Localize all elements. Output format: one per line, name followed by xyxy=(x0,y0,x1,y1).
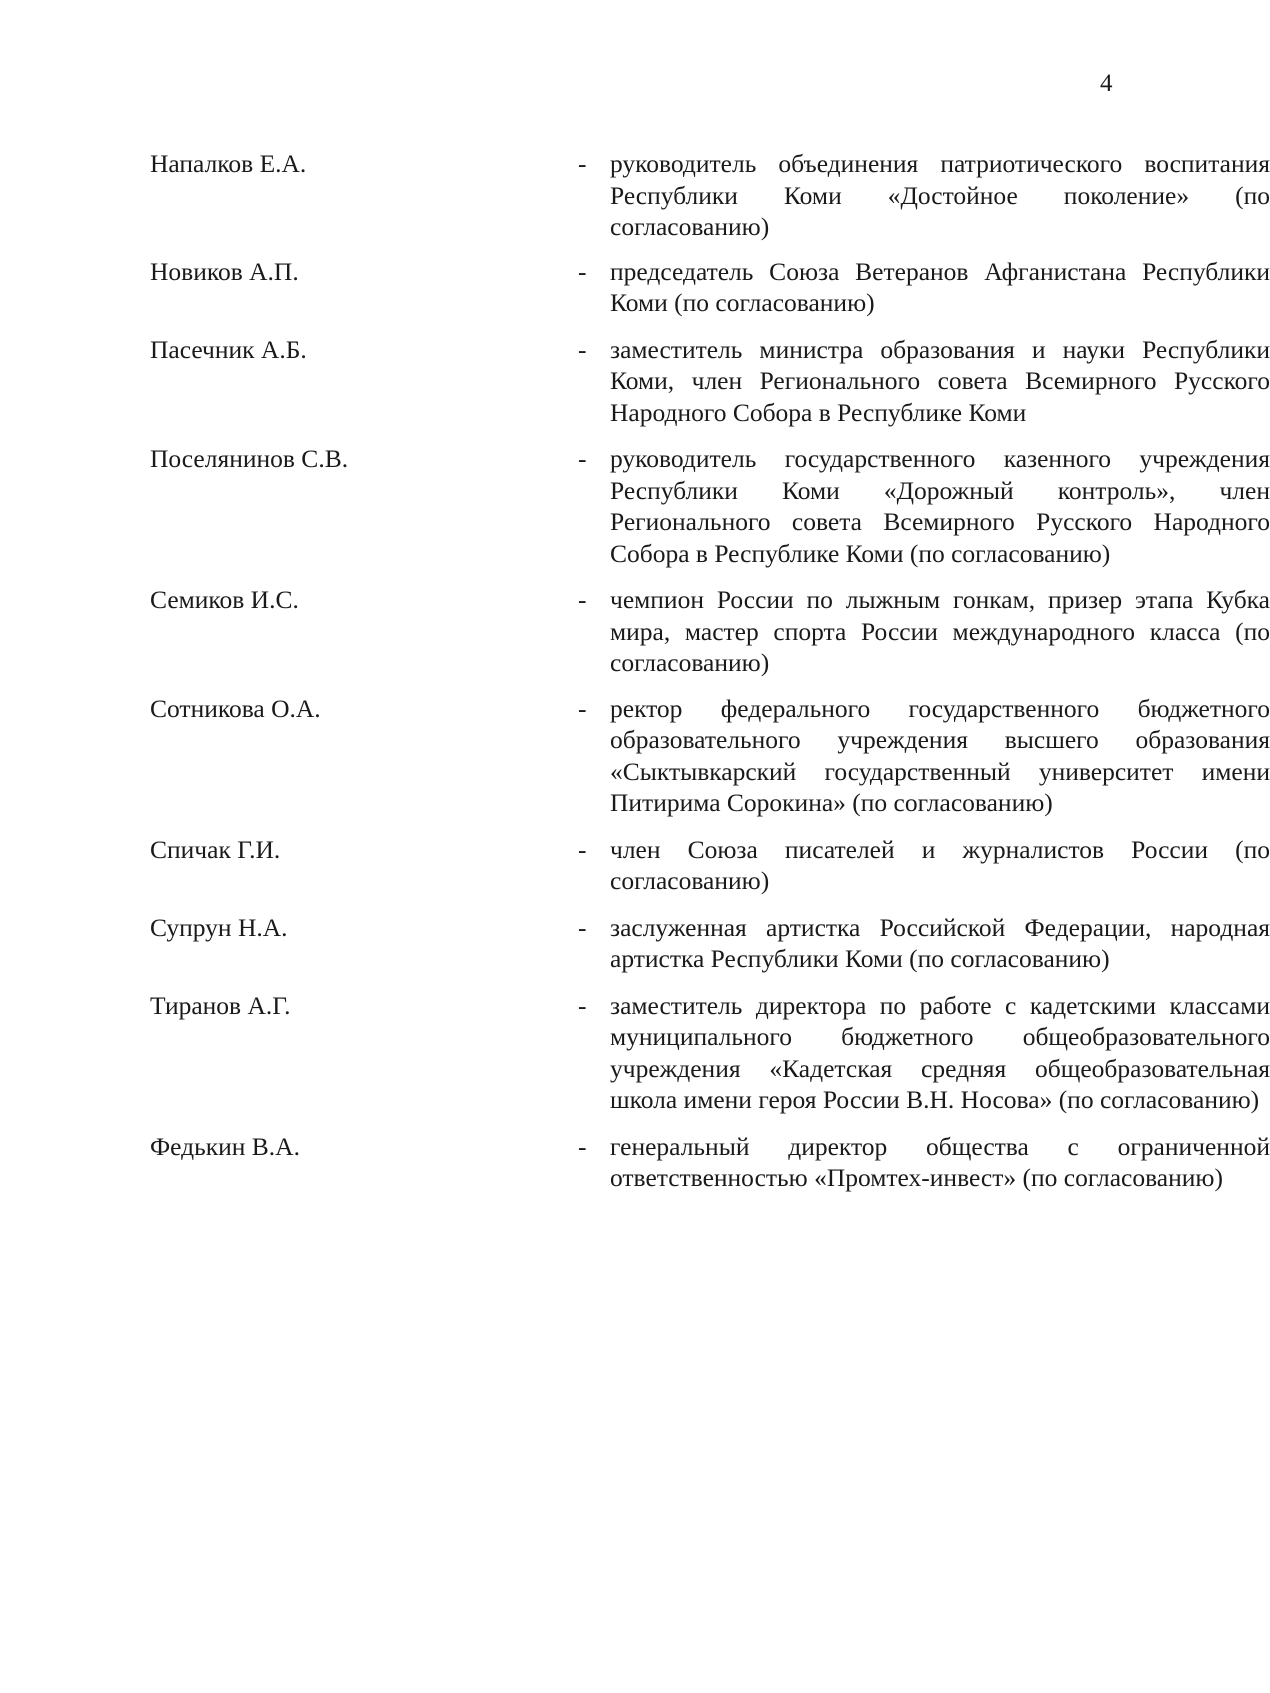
list-item xyxy=(150,990,1270,1116)
member-position: член Союза писателей и журналистов России (по согласованию) xyxy=(610,834,1270,895)
list-item xyxy=(150,912,1270,975)
member-position: заместитель министра образования и науки Республики Коми, член Регионального совета Всемирного Русского Народного Собора в Республике Коми xyxy=(610,334,1270,427)
member-name: Супрун Н.А. xyxy=(150,912,288,942)
dash-separator: - xyxy=(578,990,587,1020)
list-item xyxy=(150,256,1270,319)
member-name: Напалков Е.А. xyxy=(150,149,307,178)
dash-separator: - xyxy=(578,585,587,614)
member-name: Тиранов А.Г. xyxy=(150,990,291,1020)
list-item xyxy=(150,334,1270,429)
member-list xyxy=(150,148,1270,1194)
member-name: Пасечник А.Б. xyxy=(150,334,307,364)
list-item xyxy=(150,693,1270,819)
member-position: руководитель объединения патриотического воспитания Республики Коми «Достойное поколение» (по согласованию) xyxy=(610,149,1270,241)
member-position: руководитель государственного казенного учреждения Республики Коми «Дорожный контроль», член Регионального совета Всемирного Русского Народного Собора в Республике Коми (по согласованию) xyxy=(610,444,1270,568)
member-name: Федькин В.А. xyxy=(150,1131,300,1161)
dash-separator: - xyxy=(578,149,587,178)
dash-separator: - xyxy=(578,334,587,364)
member-name: Спичак Г.И. xyxy=(150,834,281,864)
dash-separator: - xyxy=(578,693,587,723)
list-item xyxy=(150,148,1270,243)
dash-separator: - xyxy=(578,444,587,473)
list-item xyxy=(150,584,1270,679)
member-name: Семиков И.С. xyxy=(150,585,299,614)
member-name: Поселянинов С.В. xyxy=(150,444,349,473)
page-number: 4 xyxy=(1100,70,1113,97)
dash-separator: - xyxy=(578,834,587,864)
dash-separator: - xyxy=(578,256,587,286)
member-position: генеральный директор общества с ограниченной ответственностью «Промтех-инвест» (по согласованию) xyxy=(610,1131,1270,1192)
member-name: Сотникова О.А. xyxy=(150,693,321,723)
dash-separator: - xyxy=(578,1131,587,1161)
member-position: заслуженная артистка Российской Федерации, народная артистка Республики Коми (по согласованию) xyxy=(610,912,1270,973)
list-item xyxy=(150,1131,1270,1194)
list-item xyxy=(150,834,1270,897)
dash-separator: - xyxy=(578,912,587,942)
member-name: Новиков А.П. xyxy=(150,256,299,286)
member-position: заместитель директора по работе с кадетскими классами муниципального бюджетного общеобразовательного учреждения «Кадетская средняя общеобразовательная школа имени героя России В.Н. Носова» (по согласованию) xyxy=(610,990,1270,1114)
member-position: председатель Союза Ветеранов Афганистана Республики Коми (по согласованию) xyxy=(610,256,1270,317)
member-position: чемпион России по лыжным гонкам, призер этапа Кубка мира, мастер спорта России международного класса (по согласованию) xyxy=(610,585,1270,677)
list-item xyxy=(150,443,1270,569)
member-position: ректор федерального государственного бюджетного образовательного учреждения высшего образования «Сыктывкарский государственный университет имени Питирима Сорокина» (по согласованию) xyxy=(610,693,1270,817)
